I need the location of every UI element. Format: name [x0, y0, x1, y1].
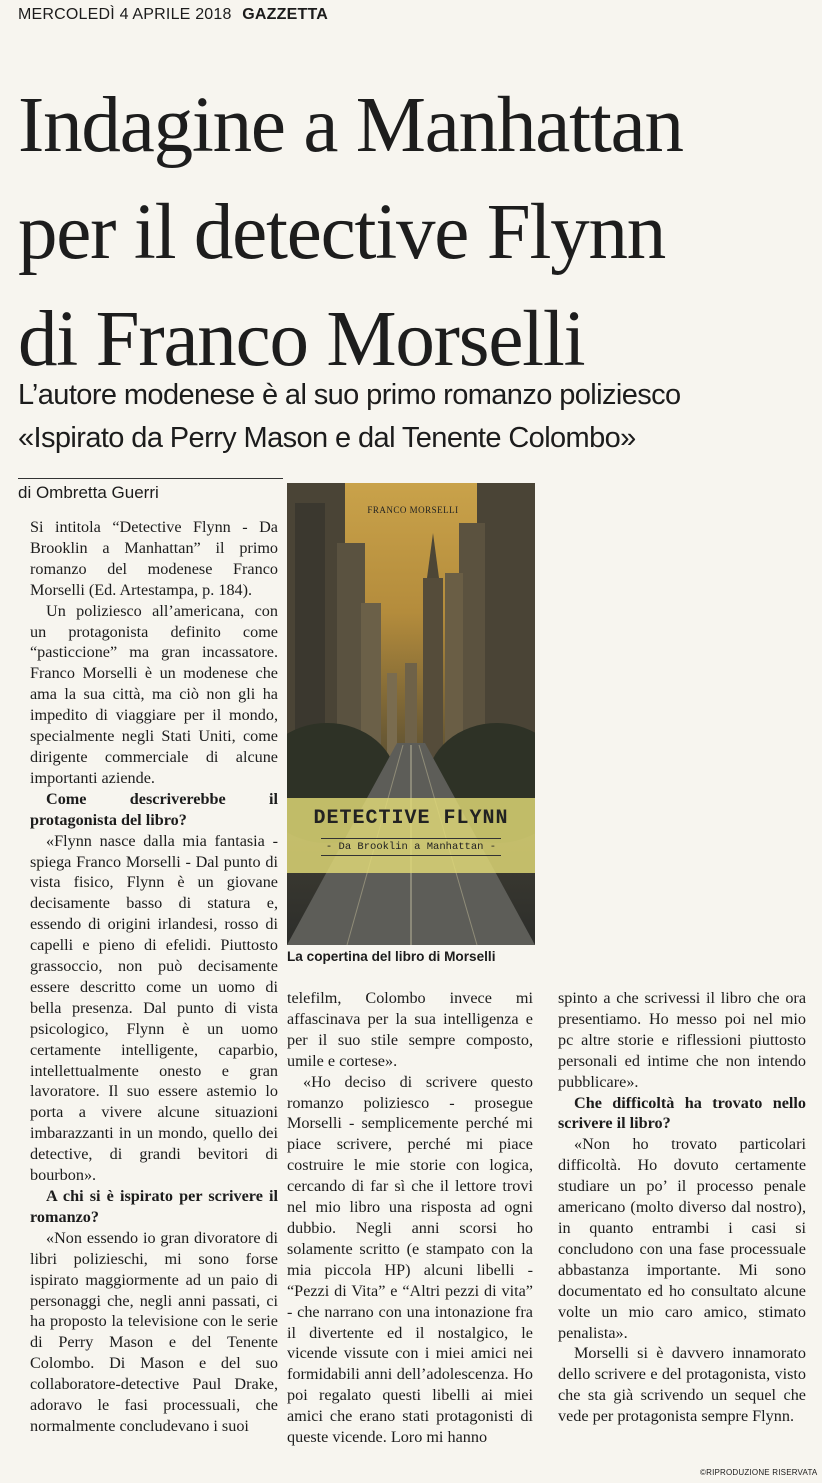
- subheadline: [18, 374, 808, 460]
- article-column-2: [287, 988, 533, 1448]
- cover-title: DETECTIVE FLYNN: [313, 807, 509, 830]
- cover-subtitle: - Da Brooklin a Manhattan -: [321, 838, 501, 856]
- city-skyline-illustration: [287, 483, 535, 945]
- article-column-1: [30, 517, 278, 1437]
- copyright-notice: ©RIPRODUZIONE RISERVATA: [700, 1468, 818, 1477]
- headline: [18, 72, 808, 393]
- paragraph: spinto a che scrivessi il libro che ora presentiamo. Ho messo poi nel mio pc altre storie e riflessioni piuttosto personali ed intime che non intendo pubblicare».: [558, 989, 806, 1091]
- paragraph: «Ho deciso di scrivere questo romanzo poliziesco - prosegue Morselli - semplicemente perché mi piace scrivere, perché mi piace costruire le mie storie con logica, cercando di far sì che il lettore trovi nel mio libro una risposta ad ogni dubbio. Negli anni scorsi ho solamente scritto (e stampato con la mia piccola HP) alcuni libelli - “Pezzi di Vita” e “Altri pezzi di vita” - che narrano con una intonazione fra il divertente ed il nostalgico, le vicende vissute con i miei amici nei formidabili anni dell’adolescenza. Ho poi regalato questi libelli ai miei amici che erano stati protagonisti di queste vicende. Loro mi hanno: [287, 1072, 533, 1447]
- headline-line: Indagine a Manhattan: [18, 82, 683, 169]
- header-brand: GAZZETTA: [242, 6, 328, 23]
- paragraph: Si intitola “Detective Flynn - Da Brooklin a Manhattan” il primo romanzo del modenese Franco Morselli (Ed. Artestampa, p. 184).: [30, 518, 278, 599]
- book-cover-image: [287, 483, 535, 945]
- headline-line: di Franco Morselli: [18, 296, 585, 383]
- interview-question: A chi si è ispirato per scrivere il romanzo?: [30, 1187, 278, 1226]
- paragraph: «Non ho trovato particolari difficoltà. Ho dovuto certamente studiare un po’ il processo penale americano (molto diverso dal nostro), in quanto entrambi i casi si concludono con una fase processuale abbastanza importante. Mi sono documentato ed ho consultato alcune volte un mio caro amico, stimato penalista».: [558, 1135, 806, 1342]
- paragraph: «Non essendo io gran divoratore di libri polizieschi, mi sono forse ispirato maggiormente ad un paio di personaggi che, negli anni passati, ci ha proposto la televisione con le serie di Perry Mason e del Tenente Colombo. Di Mason e del suo collaboratore-detective Paul Drake, adoravo le fasi processuali, che normalmente concludevano i suoi: [30, 1228, 278, 1435]
- byline: di Ombretta Guerri: [18, 483, 159, 502]
- interview-question: Come descriverebbe il protagonista del libro?: [30, 789, 278, 829]
- subheadline-line: «Ispirato da Perry Mason e dal Tenente Colombo»: [18, 422, 636, 454]
- byline-divider: [18, 478, 283, 479]
- article-column-3: [558, 988, 806, 1427]
- page-header: [18, 6, 328, 24]
- paragraph: «Flynn nasce dalla mia fantasia - spiega Franco Morselli - Dal punto di vista fisico, Flynn è un giovane decisamente basso di statura e, essendo di origini irlandesi, rosso di capelli e pieno di efelidi. Piuttosto grassoccio, non può decisamente essere descritto come un uomo di bella presenza. Dal punto di vista psicologico, Flynn è un uomo certamente intelligente, caparbio, intellettualmente onesto e gran lavoratore. Il suo essere astemio lo porta a vivere alcune situazioni imbarazzanti in un mondo, quello dei detective, di grandi bevitori di bourbon».: [30, 831, 278, 1185]
- paragraph: telefilm, Colombo invece mi affascinava per la sua intelligenza e per il suo stile sempre composto, umile e cortese».: [287, 989, 533, 1070]
- paragraph: Un poliziesco all’americana, con un protagonista definito come “pasticcione” ma gran incassatore. Franco Morselli è un modenese che ama la sua città, ma ciò non gli ha impedito di viaggiare per il mondo, specialmente negli Stati Uniti, come dirigente commerciale di alcune importanti aziende.: [30, 601, 278, 787]
- headline-line: per il detective Flynn: [18, 189, 666, 276]
- image-caption: La copertina del libro di Morselli: [287, 949, 496, 964]
- subheadline-line: L’autore modenese è al suo primo romanzo poliziesco: [18, 379, 681, 411]
- cover-author: FRANCO MORSELLI: [367, 505, 459, 515]
- interview-question: Che difficoltà ha trovato nello scrivere il libro?: [558, 1093, 806, 1133]
- header-date: MERCOLEDÌ 4 APRILE 2018: [18, 6, 232, 23]
- paragraph: Morselli si è davvero innamorato dello scrivere e del protagonista, visto che sta già scrivendo un sequel che vede per protagonista sempre Flynn.: [558, 1344, 806, 1426]
